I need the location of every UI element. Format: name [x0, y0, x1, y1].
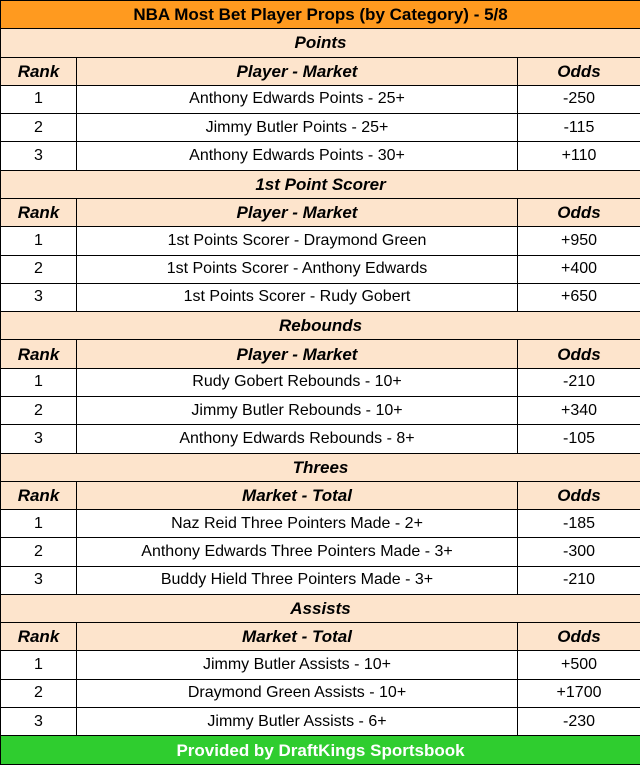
odds-cell: -230	[518, 708, 640, 736]
odds-cell: -210	[518, 566, 640, 594]
section-row	[1, 29, 640, 57]
table-row	[1, 538, 640, 566]
rank-cell: 2	[1, 538, 77, 566]
column-header-row	[1, 57, 640, 85]
rank-cell: 3	[1, 566, 77, 594]
table-row	[1, 651, 640, 679]
table-row	[1, 708, 640, 736]
rank-cell: 1	[1, 85, 77, 113]
odds-header: Odds	[518, 198, 640, 226]
provider-footer: Provided by DraftKings Sportsbook	[1, 736, 640, 765]
odds-cell: +340	[518, 396, 640, 424]
rank-cell: 2	[1, 255, 77, 283]
table-row	[1, 142, 640, 170]
market-cell: Draymond Green Assists - 10+	[77, 679, 518, 707]
table-row	[1, 85, 640, 113]
rank-header: Rank	[1, 340, 77, 368]
odds-cell: +1700	[518, 679, 640, 707]
table-title: NBA Most Bet Player Props (by Category) - 5/8	[1, 1, 640, 29]
column-header-row	[1, 623, 640, 651]
rank-cell: 2	[1, 396, 77, 424]
market-cell: Anthony Edwards Points - 30+	[77, 142, 518, 170]
odds-header: Odds	[518, 57, 640, 85]
column-header-row	[1, 481, 640, 509]
footer-row	[1, 736, 640, 765]
section-title: Rebounds	[1, 312, 640, 340]
market-cell: Buddy Hield Three Pointers Made - 3+	[77, 566, 518, 594]
market-cell: 1st Points Scorer - Rudy Gobert	[77, 283, 518, 311]
odds-cell: +950	[518, 227, 640, 255]
odds-cell: +400	[518, 255, 640, 283]
odds-cell: -115	[518, 114, 640, 142]
odds-cell: -185	[518, 510, 640, 538]
rank-cell: 3	[1, 283, 77, 311]
section-title: Assists	[1, 594, 640, 622]
rank-header: Rank	[1, 481, 77, 509]
odds-header: Odds	[518, 623, 640, 651]
market-cell: 1st Points Scorer - Draymond Green	[77, 227, 518, 255]
table-row	[1, 396, 640, 424]
section-row	[1, 170, 640, 198]
section-title: Threes	[1, 453, 640, 481]
rank-cell: 1	[1, 227, 77, 255]
odds-cell: -300	[518, 538, 640, 566]
odds-cell: -210	[518, 368, 640, 396]
table-row	[1, 255, 640, 283]
column-header-row	[1, 340, 640, 368]
table-row	[1, 283, 640, 311]
section-title: 1st Point Scorer	[1, 170, 640, 198]
table-row	[1, 510, 640, 538]
market-cell: Naz Reid Three Pointers Made - 2+	[77, 510, 518, 538]
rank-cell: 1	[1, 368, 77, 396]
table-body	[1, 1, 640, 765]
market-header: Market - Total	[77, 623, 518, 651]
rank-header: Rank	[1, 57, 77, 85]
column-header-row	[1, 198, 640, 226]
table-row	[1, 566, 640, 594]
section-row	[1, 312, 640, 340]
market-header: Player - Market	[77, 198, 518, 226]
rank-cell: 2	[1, 679, 77, 707]
table-row	[1, 425, 640, 453]
market-header: Market - Total	[77, 481, 518, 509]
market-cell: Anthony Edwards Points - 25+	[77, 85, 518, 113]
rank-cell: 3	[1, 142, 77, 170]
rank-cell: 2	[1, 114, 77, 142]
market-header: Player - Market	[77, 57, 518, 85]
market-cell: Rudy Gobert Rebounds - 10+	[77, 368, 518, 396]
rank-cell: 3	[1, 708, 77, 736]
rank-cell: 1	[1, 510, 77, 538]
market-cell: Jimmy Butler Rebounds - 10+	[77, 396, 518, 424]
odds-cell: -250	[518, 85, 640, 113]
rank-cell: 1	[1, 651, 77, 679]
section-title: Points	[1, 29, 640, 57]
table-row	[1, 114, 640, 142]
odds-cell: +110	[518, 142, 640, 170]
odds-cell: -105	[518, 425, 640, 453]
market-cell: 1st Points Scorer - Anthony Edwards	[77, 255, 518, 283]
market-cell: Jimmy Butler Points - 25+	[77, 114, 518, 142]
market-cell: Anthony Edwards Three Pointers Made - 3+	[77, 538, 518, 566]
title-row	[1, 1, 640, 29]
rank-header: Rank	[1, 198, 77, 226]
table-row	[1, 679, 640, 707]
rank-header: Rank	[1, 623, 77, 651]
odds-cell: +500	[518, 651, 640, 679]
market-cell: Anthony Edwards Rebounds - 8+	[77, 425, 518, 453]
table-row	[1, 227, 640, 255]
odds-header: Odds	[518, 481, 640, 509]
market-header: Player - Market	[77, 340, 518, 368]
section-row	[1, 594, 640, 622]
market-cell: Jimmy Butler Assists - 10+	[77, 651, 518, 679]
odds-cell: +650	[518, 283, 640, 311]
rank-cell: 3	[1, 425, 77, 453]
odds-header: Odds	[518, 340, 640, 368]
market-cell: Jimmy Butler Assists - 6+	[77, 708, 518, 736]
section-row	[1, 453, 640, 481]
table-row	[1, 368, 640, 396]
